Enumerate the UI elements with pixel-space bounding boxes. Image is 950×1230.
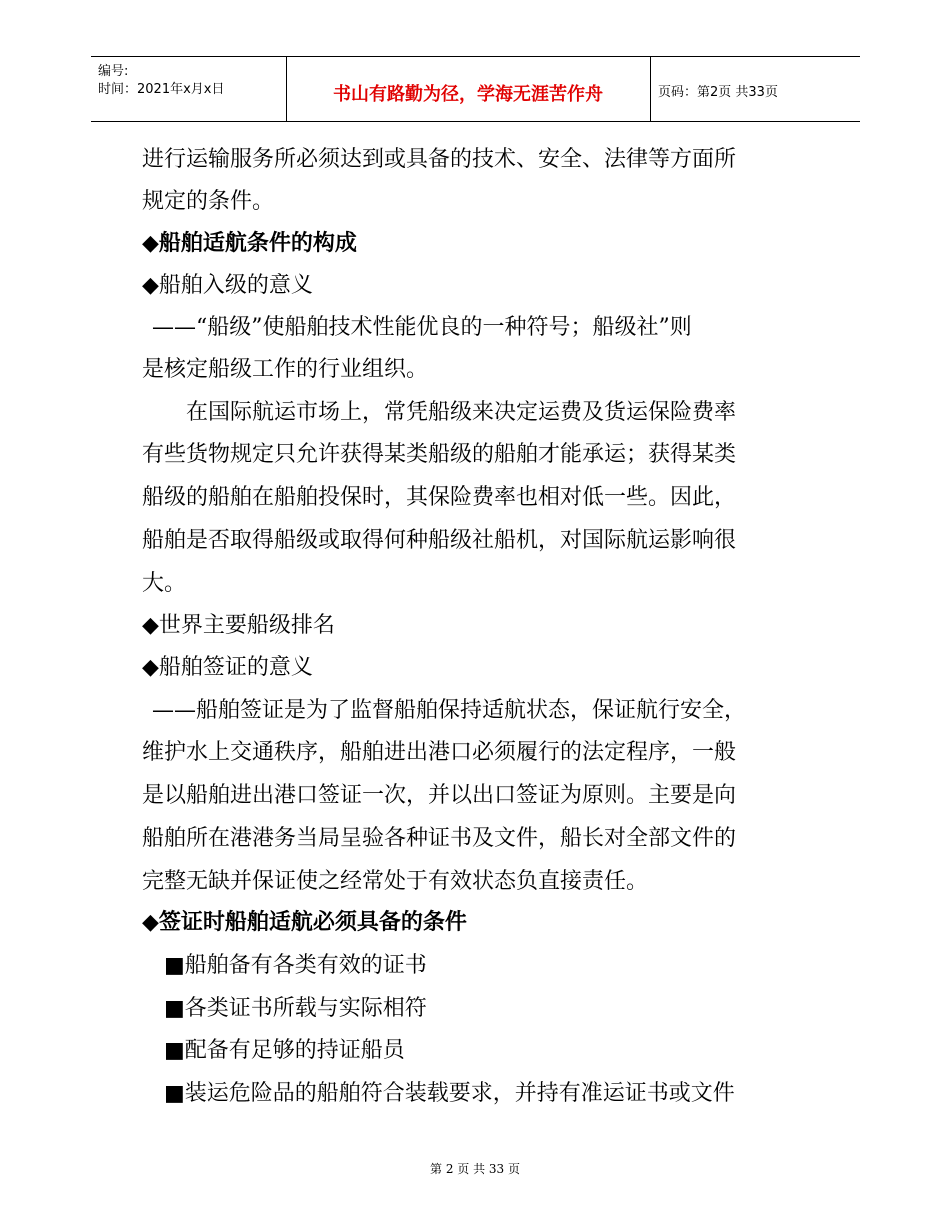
section-heading: ◆船舶适航条件的构成 bbox=[142, 231, 357, 256]
body-line: 船舶所在港港务当局呈验各种证书及文件，船长对全部文件的 bbox=[142, 826, 737, 851]
bullet-item: ■船舶备有各类有效的证书 bbox=[164, 953, 427, 978]
header-bottom-rule bbox=[91, 121, 860, 122]
section-heading: ◆船舶入级的意义 bbox=[142, 273, 313, 298]
body-line: 大。 bbox=[142, 571, 187, 596]
body-line: 进行运输服务所必须达到或具备的技术、安全、法律等方面所 bbox=[142, 147, 737, 172]
body-line: 维护水上交通秩序，船舶进出港口必须履行的法定程序，一般 bbox=[142, 740, 737, 765]
body-line: 在国际航运市场上，常凭船级来决定运费及货运保险费率 bbox=[186, 400, 737, 425]
header-time-label: 时间：2021年x月x日 bbox=[98, 82, 225, 97]
body-line: 船舶是否取得船级或取得何种船级社船机，对国际航运影响很 bbox=[142, 528, 737, 553]
header-divider-right bbox=[650, 57, 651, 121]
bullet-item: ■各类证书所载与实际相符 bbox=[164, 996, 427, 1021]
section-heading: ◆世界主要船级排名 bbox=[142, 613, 335, 638]
body-line: ——船舶签证是为了监督船舶保持适航状态，保证航行安全， bbox=[152, 698, 747, 723]
body-line: 是核定船级工作的行业组织。 bbox=[142, 357, 429, 382]
bullet-item: ■配备有足够的持证船员 bbox=[164, 1038, 405, 1063]
body-line: 是以船舶进出港口签证一次，并以出口签证为原则。主要是向 bbox=[142, 783, 737, 808]
body-line: ——“船级”使船舶技术性能优良的一种符号；船级社”则 bbox=[152, 315, 692, 340]
bullet-item: ■装运危险品的船舶符合装载要求，并持有准运证书或文件 bbox=[164, 1081, 735, 1106]
body-line: 规定的条件。 bbox=[142, 189, 275, 214]
section-heading: ◆签证时船舶适航必须具备的条件 bbox=[142, 910, 467, 935]
body-line: 有些货物规定只允许获得某类船级的船舶才能承运；获得某类 bbox=[142, 442, 737, 467]
header-top-rule bbox=[91, 56, 860, 57]
body-line: 船级的船舶在船舶投保时，其保险费率也相对低一些。因此， bbox=[142, 485, 737, 510]
section-heading: ◆船舶签证的意义 bbox=[142, 655, 313, 680]
body-line: 完整无缺并保证使之经常处于有效状态负直接责任。 bbox=[142, 869, 649, 894]
footer-page-info: 第 2 页 共 33 页 bbox=[430, 1162, 520, 1176]
header-number-label: 编号: bbox=[98, 64, 129, 79]
header-motto: 书山有路勤为径，学海无涯苦作舟 bbox=[333, 84, 603, 105]
header-page-info: 页码：第2页 共33页 bbox=[658, 85, 778, 100]
